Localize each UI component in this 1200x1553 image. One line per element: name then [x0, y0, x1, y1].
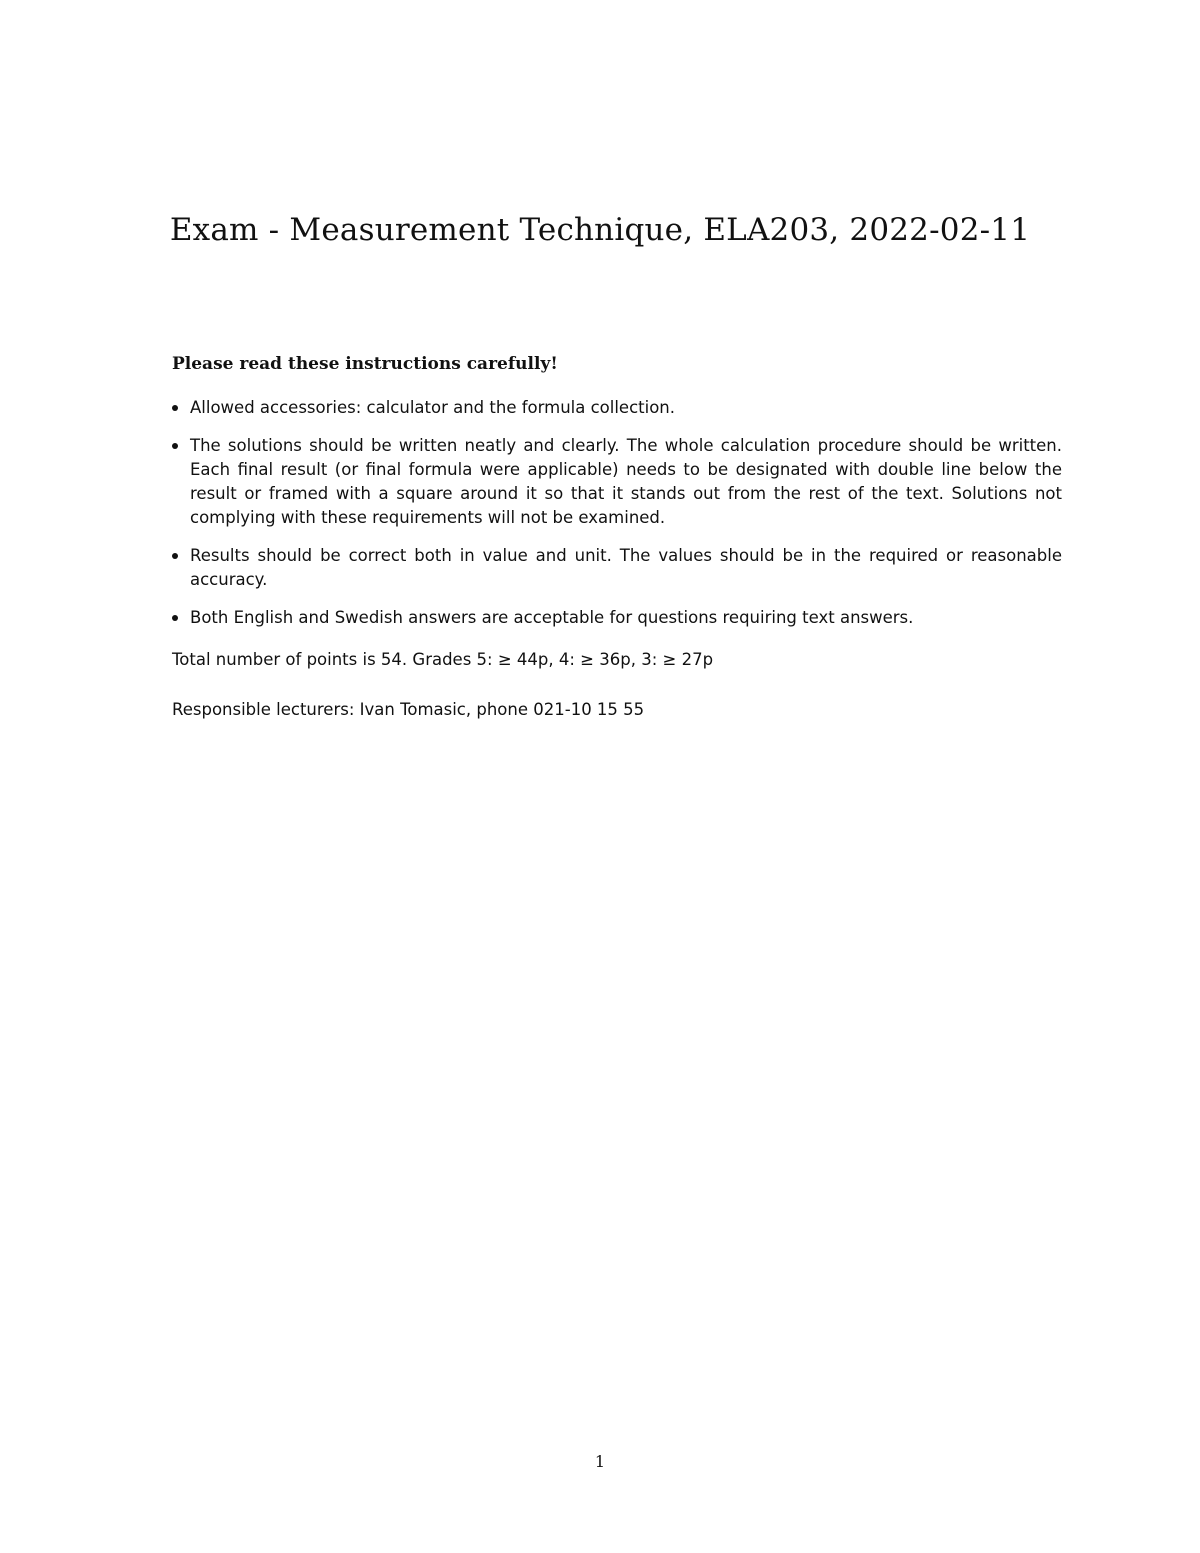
points-and-grades: Total number of points is 54. Grades 5: ≥ 44p, 4: ≥ 36p, 3: ≥ 27p — [172, 650, 714, 669]
bullet-icon — [172, 615, 178, 621]
instruction-item — [172, 544, 1062, 592]
instruction-item — [172, 434, 1062, 530]
exam-instructions — [172, 352, 1062, 748]
instruction-text: Both English and Swedish answers are acceptable for questions requiring text answers. — [190, 608, 914, 627]
bullet-icon — [172, 553, 178, 559]
page-title: Exam - Measurement Technique, ELA203, 2022-02-11 — [169, 212, 1031, 248]
bullet-icon — [172, 443, 178, 449]
instruction-text: Allowed accessories: calculator and the formula collection. — [190, 398, 676, 417]
instruction-list — [172, 396, 1062, 630]
bullet-icon — [172, 405, 178, 411]
instruction-text: Results should be correct both in value and unit. The values should be in the required or reasonable accuracy. — [190, 546, 1062, 589]
responsible-lecturers: Responsible lecturers: Ivan Tomasic, phone 021-10 15 55 — [172, 700, 645, 719]
instructions-heading: Please read these instructions carefully! — [172, 354, 558, 374]
page-number: 1 — [594, 1452, 606, 1471]
instruction-text: The solutions should be written neatly and clearly. The whole calculation procedure should be written. Each final result (or final formula were applicable) needs to be designated with double line below the result or framed with a square around it so that it stands out from the rest of the text. Solutions not complying with these requirements will not be examined. — [190, 436, 1062, 527]
instruction-item — [172, 606, 1062, 630]
instruction-item — [172, 396, 1062, 420]
